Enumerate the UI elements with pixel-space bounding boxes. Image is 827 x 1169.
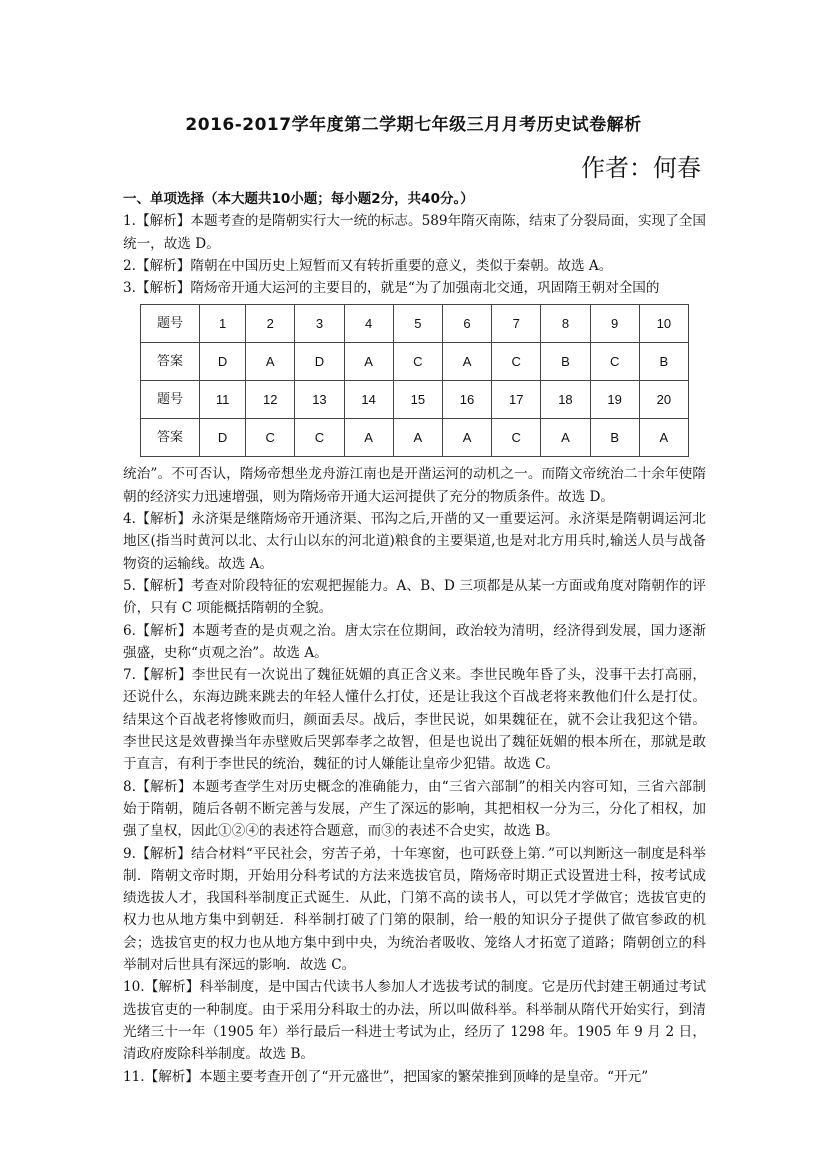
analysis-3-start: 3.【解析】隋炀帝开通大运河的主要目的，就是“为了加强南北交通，巩固隋王朝对全国的 (123, 280, 660, 297)
table-cell: D (200, 343, 246, 381)
table-cell: C (393, 343, 442, 381)
table-cell: B (639, 343, 688, 381)
table-cell: 8 (541, 305, 590, 343)
table-cell: A (639, 419, 688, 457)
table-cell: A (541, 419, 590, 457)
table-cell: B (590, 419, 639, 457)
table-cell: 14 (344, 381, 393, 419)
table-cell: 12 (246, 381, 295, 419)
table-cell: A (246, 343, 295, 381)
analysis-10: 10.【解析】科举制度，是中国古代读书人参加人才选拔考试的制度。它是历代封建王朝通过考试选拔官吏的一种制度。由于采用分科取士的办法，所以叫做科举。科举制从隋代开始实行，到清光绪三十一年（1905 年）举行最后一科进士考试为止，经历了 1298 年。1905 年 9 月 2 日，清政府废除科举制度。故选 B。 (123, 979, 706, 1063)
analysis-4: 4.【解析】永济渠是继隋炀帝开通济渠、邗沟之后,开凿的又一重要运河。永济渠是隋朝调运河北地区(指当时黄河以北、太行山以东的河北道)粮食的主要渠道,也是对北方用兵时,输送人员与战备物资的运输线。故选 A。 (123, 511, 706, 572)
table-cell: C (590, 343, 639, 381)
table-cell: 18 (541, 381, 590, 419)
analysis-5: 5.【解析】考查对阶段特征的宏观把握能力。A、B、D 三项都是从某一方面或角度对隋朝作的评价，只有 C 项能概括隋朝的全貌。 (123, 577, 706, 617)
table-row (141, 343, 689, 381)
analysis-6: 6.【解析】本题考查的是贞观之治。唐太宗在位期间，政治较为清明，经济得到发展，国力逐渐强盛，史称“贞观之治”。故选 A。 (123, 622, 706, 661)
analysis-2: 2.【解析】隋朝在中国历史上短暂而又有转折重要的意义，类似于秦朝。故选 A。 (123, 257, 613, 274)
table-row (141, 381, 689, 419)
table-cell: A (442, 419, 491, 457)
table-cell: A (344, 343, 393, 381)
table-cell: 13 (295, 381, 344, 419)
table-cell: 16 (442, 381, 491, 419)
table-cell: C (492, 419, 541, 457)
table-cell: 17 (492, 381, 541, 419)
table-cell: C (246, 419, 295, 457)
table-cell: B (541, 343, 590, 381)
analysis-9: 9.【解析】结合材料“平民社会，穷苦子弟，十年寒窗，也可跃登上第．”可以判断这一制度是科举制．隋朝文帝时期，开始用分科考试的方法来选拔官员，隋炀帝时期正式设置进士科，按考试成绩选拔人才，我国科举制度正式诞生．从此，门第不高的读书人，可以凭才学做官；选拔官吏的权力也从地方集中到朝廷．科举制打破了门第的限制，给一般的知识分子提供了做官参政的机会；选拔官吏的权力也从地方集中到中央，为统治者吸收、笼络人才拓宽了道路；隋朝创立的科举制对后世具有深远的影响．故选 C。 (123, 845, 706, 974)
document-title: 2016-2017学年度第二学期七年级三月月考历史试卷解析 (185, 115, 642, 135)
table-cell: 5 (393, 305, 442, 343)
table-cell: A (393, 419, 442, 457)
row-label-question: 题号 (141, 305, 200, 343)
table-cell: 15 (393, 381, 442, 419)
answer-table (140, 304, 689, 457)
table-cell: 6 (442, 305, 491, 343)
author-line: 作者：何春 (581, 154, 701, 182)
analysis-11: 11.【解析】本题主要考查开创了“开元盛世”，把国家的繁荣推到顶峰的是皇帝。“开元” (123, 1068, 649, 1085)
table-cell: C (295, 419, 344, 457)
analysis-7: 7.【解析】李世民有一次说出了魏征妩媚的真正含义来。李世民晚年昏了头，没事干去打高丽，还说什么，东海边跳来跳去的年轻人懂什么打仗，还是让我这个百战老将来教他们什么是打仗。结果这个百战老将惨败而归，颜面丢尽。战后，李世民说，如果魏征在，就不会让我犯这个错。李世民这是效曹操当年赤壁败后哭郭奉孝之故智，但是也说出了魏征妩媚的根本所在，那就是敢于直言，有利于李世民的统治，魏征的讨人嫌能让皇帝少犯错。故选 C。 (123, 667, 706, 773)
row-label-question: 题号 (141, 381, 200, 419)
table-cell: 4 (344, 305, 393, 343)
table-cell: A (344, 419, 393, 457)
table-cell: 9 (590, 305, 639, 343)
table-cell: 3 (295, 305, 344, 343)
analysis-8: 8.【解析】本题考查学生对历史概念的准确能力，由“三省六部制”的相关内容可知，三省六部制始于隋朝，随后各朝不断完善与发展，产生了深远的影响，其把相权一分为三，分化了相权，加强了皇权，因此①②④的表述符合题意，而③的表述不合史实，故选 B。 (123, 778, 706, 840)
analysis-1: 1.【解析】本题考查的是隋朝实行大一统的标志。589年隋灭南陈，结束了分裂局面，实现了全国统一，故选 D。 (123, 213, 706, 252)
table-cell: 10 (639, 305, 688, 343)
row-label-answer: 答案 (141, 419, 200, 457)
table-cell: 11 (200, 381, 246, 419)
row-label-answer: 答案 (141, 343, 200, 381)
table-row (141, 305, 689, 343)
section-heading: 一、单项选择（本大题共10小题；每小题2分，共40分。） (123, 191, 474, 207)
table-cell: 1 (200, 305, 246, 343)
table-row (141, 419, 689, 457)
table-cell: D (295, 343, 344, 381)
table-cell: 19 (590, 381, 639, 419)
table-cell: 2 (246, 305, 295, 343)
table-cell: 20 (639, 381, 688, 419)
table-cell: C (492, 343, 541, 381)
table-cell: D (200, 419, 246, 457)
table-cell: 7 (492, 305, 541, 343)
analysis-3-end: 统治”。不可否认，隋炀帝想坐龙舟游江南也是开凿运河的动机之一。而隋文帝统治二十余年使隋朝的经济实力迅速增强，则为隋炀帝开通大运河提供了充分的物质条件。故选 D。 (123, 466, 706, 505)
document-body (123, 188, 706, 1088)
table-cell: A (442, 343, 491, 381)
